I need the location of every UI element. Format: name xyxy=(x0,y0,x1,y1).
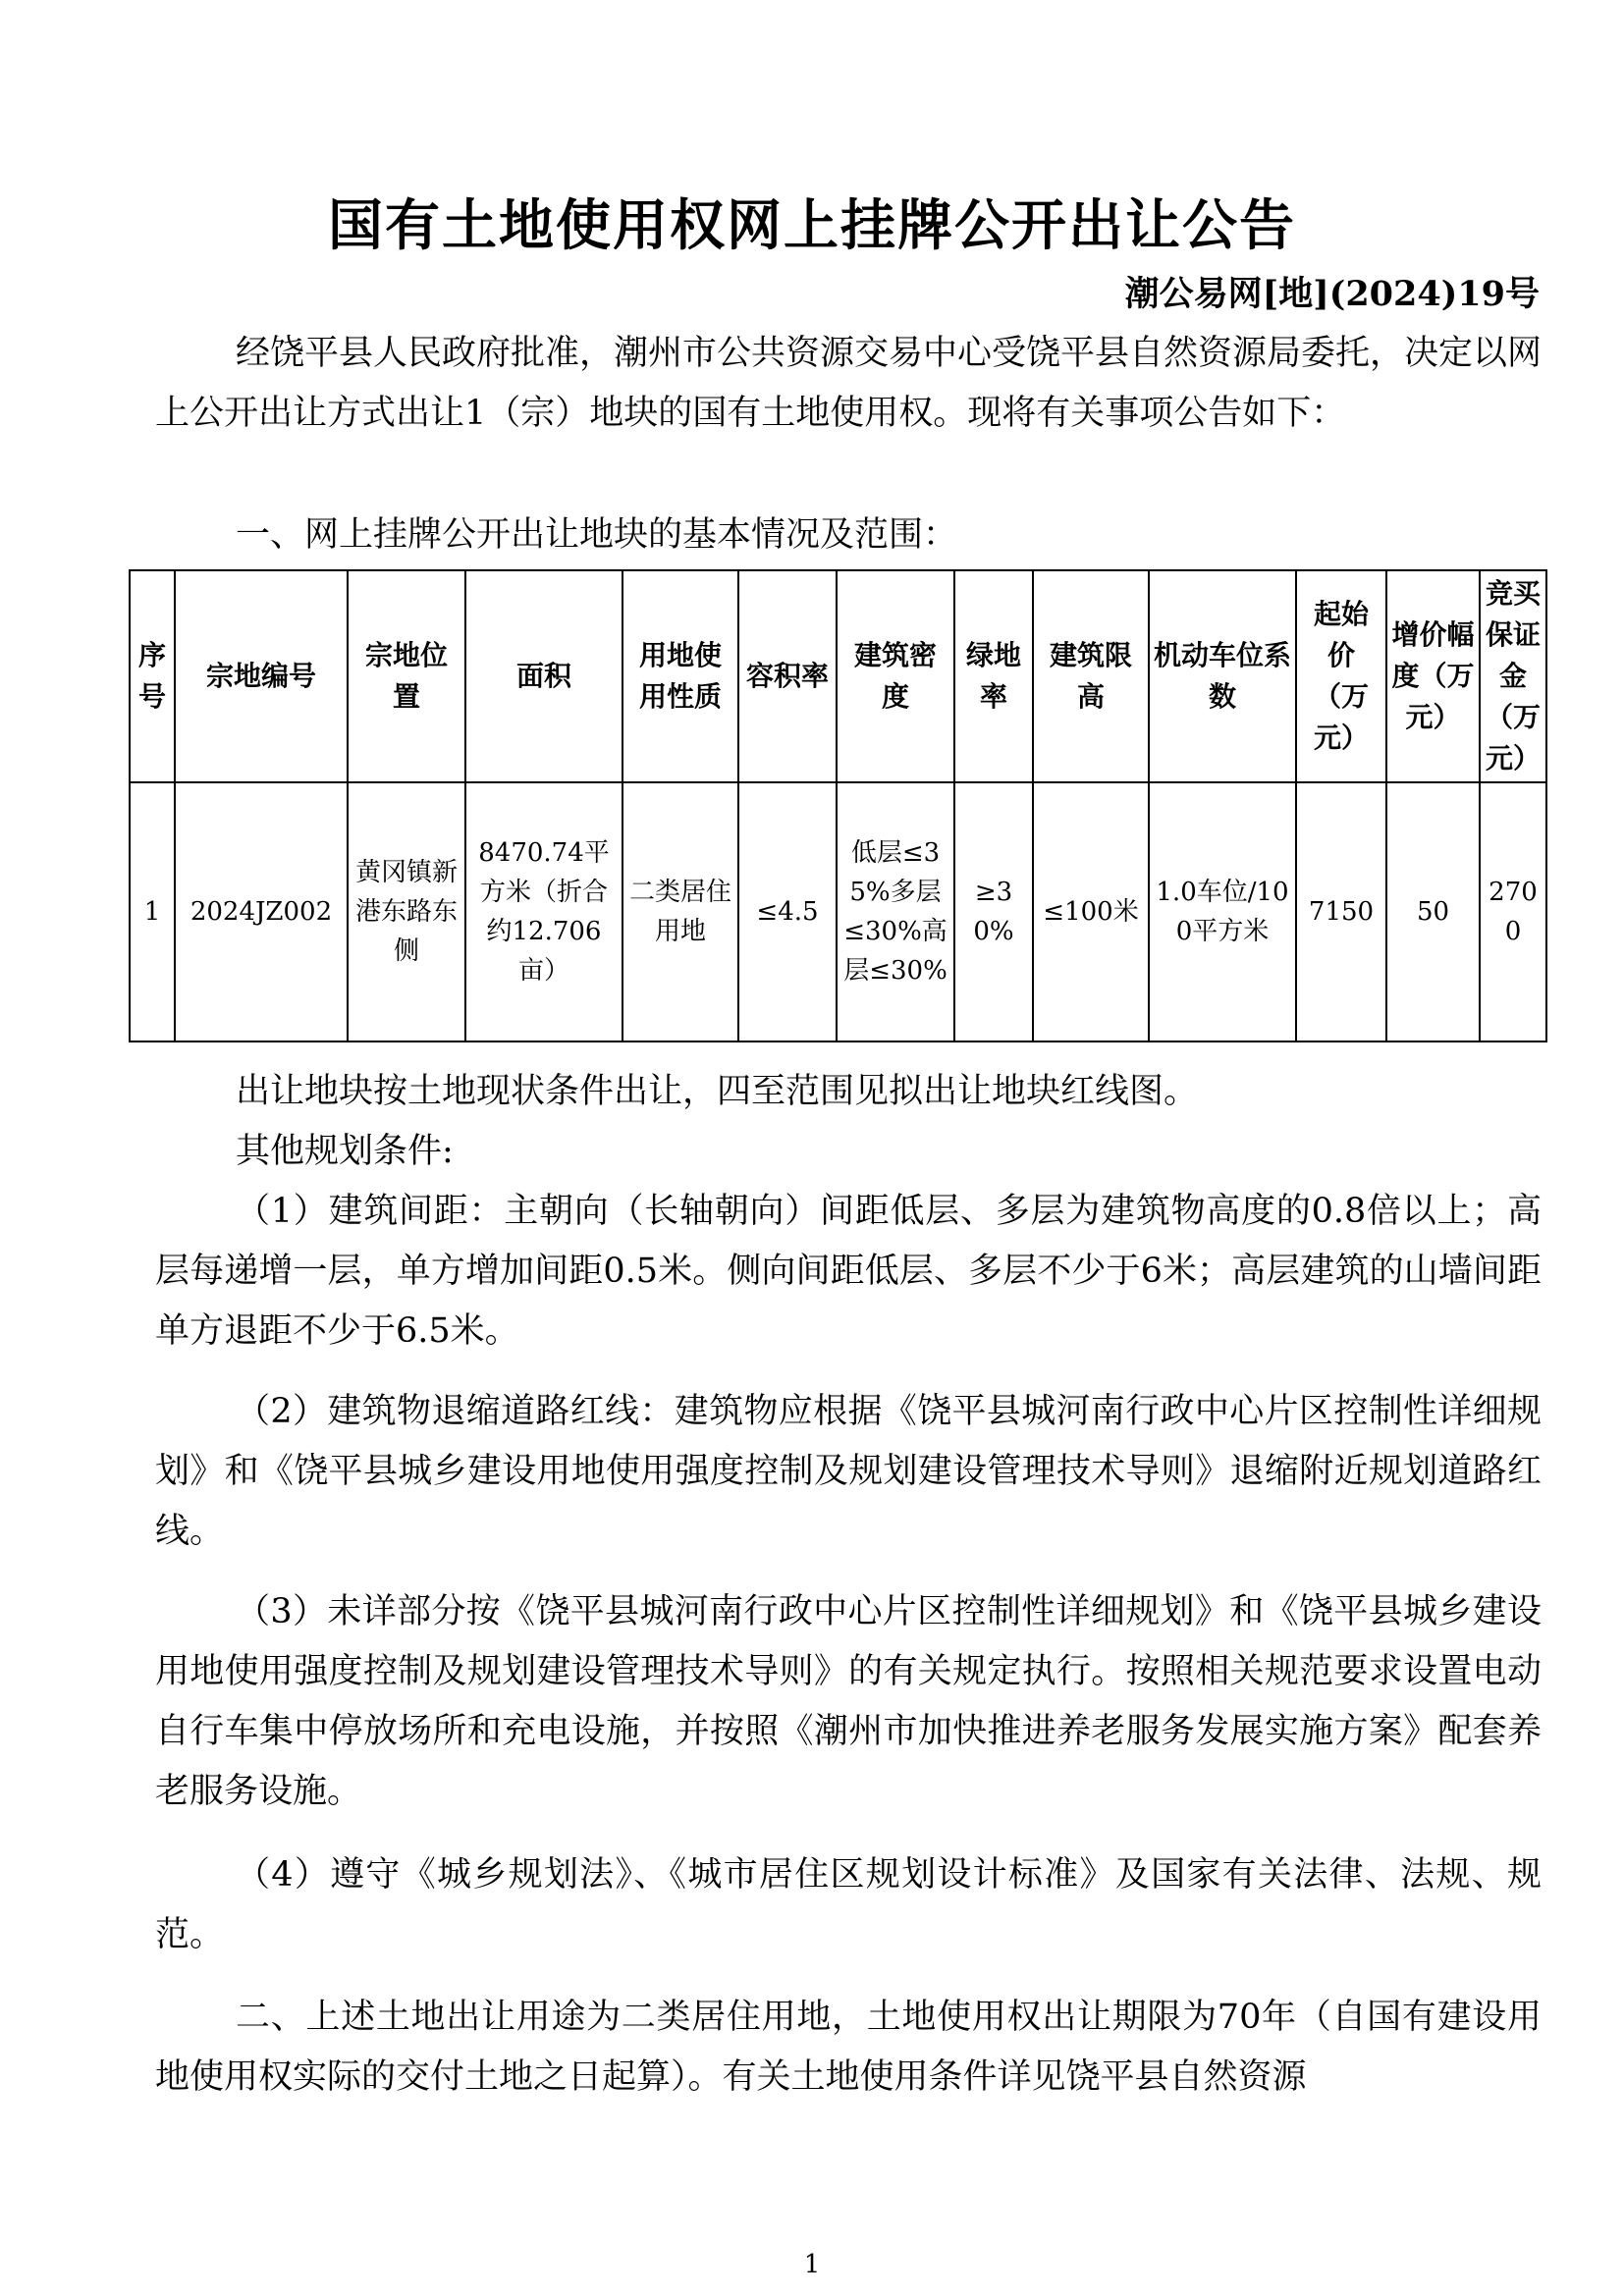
other-conditions-heading: 其他规划条件: xyxy=(236,1132,454,1171)
header-cell: 竞买保证金（万元） xyxy=(1480,570,1546,782)
table-cell: 50 xyxy=(1386,782,1480,1041)
header-cell: 用地使用性质 xyxy=(623,570,738,782)
condition-paragraph: （2）建筑物退缩道路红线：建筑物应根据《饶平县城河南行政中心片区控制性详细规划》和《饶平县城乡建设用地使用强度控制及规划建设管理技术导则》退缩附近规划道路红线。 xyxy=(155,1392,1542,1551)
table-cell: 1.0车位/100平方米 xyxy=(1149,782,1296,1041)
header-cell: 序号 xyxy=(130,570,175,782)
table-cell: 1 xyxy=(130,782,175,1041)
table-cell: ≤100米 xyxy=(1033,782,1149,1041)
table-header-row xyxy=(130,570,1546,782)
document-number: 潮公易网[地](2024)19号 xyxy=(1124,274,1540,314)
table-cell: 8470.74平方米（折合约12.706亩） xyxy=(465,782,623,1041)
table-cell: 黄冈镇新港东路东侧 xyxy=(348,782,465,1041)
header-cell: 机动车位系数 xyxy=(1149,570,1296,782)
section2-paragraph: 二、上述土地出让用途为二类居住用地，土地使用权出让期限为70年（自国有建设用地使用权实际的交付土地之日起算）。有关土地使用条件详见饶平县自然资源 xyxy=(155,1998,1542,2097)
after-table-paragraph: 出让地块按土地现状条件出让，四至范围见拟出让地块红线图。 xyxy=(236,1072,1199,1111)
table-cell: ≥30% xyxy=(954,782,1033,1041)
header-cell: 宗地位置 xyxy=(348,570,465,782)
header-cell: 容积率 xyxy=(738,570,837,782)
condition-paragraph: （3）未详部分按《饶平县城河南行政中心片区控制性详细规划》和《饶平县城乡建设用地使用强度控制及规划建设管理技术导则》的有关规定执行。按照相关规范要求设置电动自行车集中停放场所和充电设施，并按照《潮州市加快推进养老服务发展实施方案》配套养老服务设施。 xyxy=(155,1592,1542,1811)
table-cell: 2700 xyxy=(1480,782,1546,1041)
header-cell: 宗地编号 xyxy=(175,570,348,782)
table-cell: 低层≤35%多层≤30%高层≤30% xyxy=(837,782,954,1041)
page-number: 1 xyxy=(803,2250,821,2279)
header-cell: 建筑密度 xyxy=(837,570,954,782)
land-info-table xyxy=(129,569,1547,1042)
header-cell: 建筑限高 xyxy=(1033,570,1149,782)
table-row xyxy=(130,782,1546,1041)
condition-paragraph: （4）遵守《城乡规划法》、《城市居住区规划设计标准》及国家有关法律、法规、规范。 xyxy=(155,1855,1542,1954)
section1-heading: 一、网上挂牌公开出让地块的基本情况及范围： xyxy=(236,515,958,555)
intro-paragraph: 经饶平县人民政府批准，潮州市公共资源交易中心受饶平县自然资源局委托，决定以网上公开出让方式出让1（宗）地块的国有土地使用权。现将有关事项公告如下： xyxy=(155,334,1543,433)
header-cell: 面积 xyxy=(465,570,623,782)
table-cell: 二类居住用地 xyxy=(623,782,738,1041)
header-cell: 绿地率 xyxy=(954,570,1033,782)
header-cell: 起始价（万元） xyxy=(1296,570,1386,782)
condition-paragraph: （1）建筑间距：主朝向（长轴朝向）间距低层、多层为建筑物高度的0.8倍以上；高层每递增一层，单方增加间距0.5米。侧向间距低层、多层不少于6米；高层建筑的山墙间距单方退距不少于6.5米。 xyxy=(155,1192,1542,1351)
table-cell: ≤4.5 xyxy=(738,782,837,1041)
page-title: 国有土地使用权网上挂牌公开出让公告 xyxy=(328,194,1296,258)
header-cell: 增价幅度（万元） xyxy=(1386,570,1480,782)
table-cell: 7150 xyxy=(1296,782,1386,1041)
table-cell: 2024JZ002 xyxy=(175,782,348,1041)
